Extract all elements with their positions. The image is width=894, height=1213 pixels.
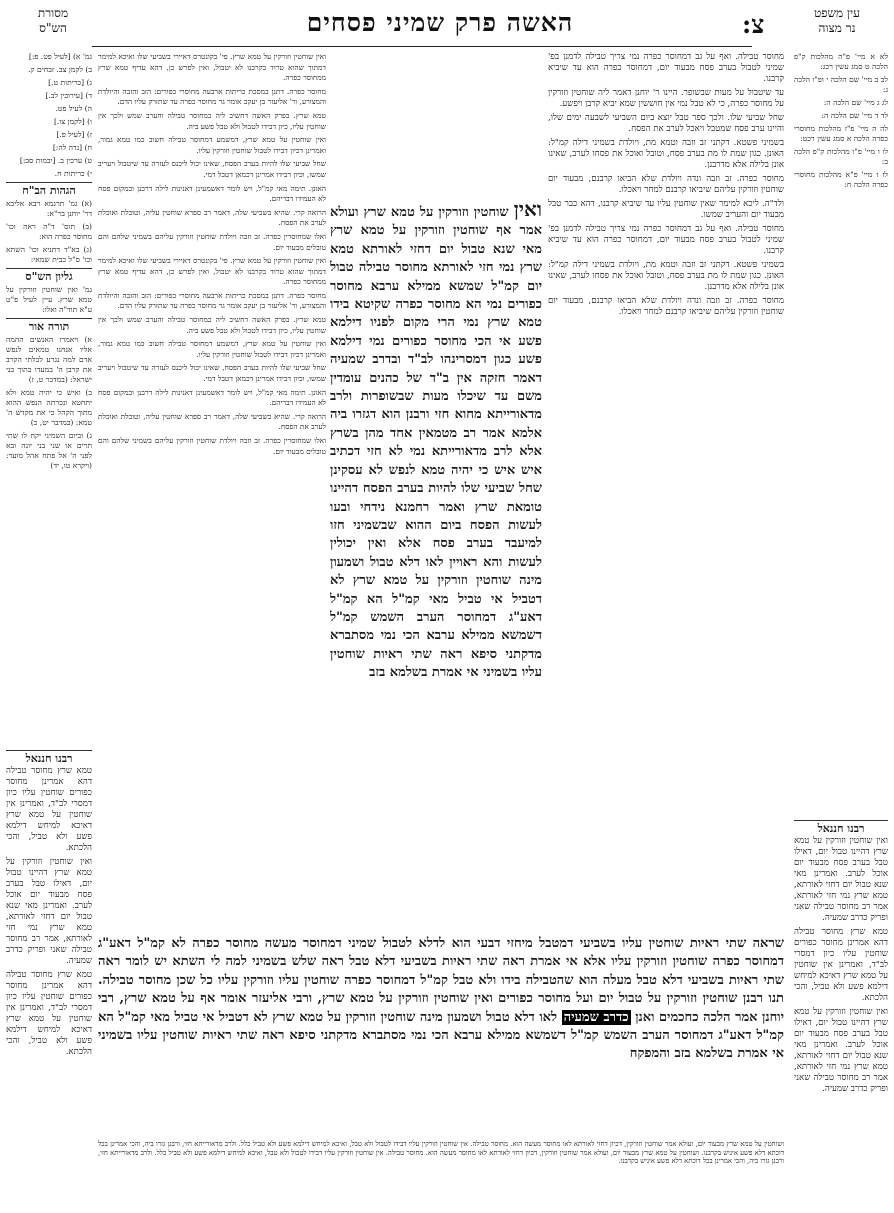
torah-or-entry: ב) ואיש כי יהיה טמא ולא יתחטא ונכרתה הנפש ההוא מתוך הקהל כי את מקדש ה' טמא: (במדבר יט, כ) — [6, 388, 92, 427]
tosafot-entry: מחוסר כפרה. דתנן במסכת כריתות ארבעה מחוסרי כפורים: הזב והזבה והיולדת והמצורע, ור' אליעזר בן יעקב אומר גר מחוסר כפרה עד שתזרק עליו הדם. — [98, 290, 326, 311]
rabbenu-chananel-text: ואין שוחטין וזורקין על טמא שרץ דהיינו טבול יום, דאילו טבל בערב פסח מבעוד יום אוכל לערב. ואמרינן מאי שנא טבול יום דחזי לאורתא, טמא שרץ נמי חזי לאורתא, אמר רב מחוסר טבילה שאני ופריק כדרב שמעיה. — [6, 857, 92, 966]
rashi-entry: מחוסר טבילה. ואף על גב דמחוסר כפרה נמי צריך טבילה לדמנן בפ' שמיני לטבול בערב פסח מבעוד יום, דמחוסר כפרה הוא עד שיביא קרבנו. — [548, 224, 784, 256]
gemara-text: לאו דלא טבול ושמעון מינה שוחטין וזורקין על טמא שרץ לא דטביל אי טביל מאי קמ"ל הא קמ"ל דאע"ג דמחוסר הערב השמש קמ"ל דשמשא ממילא ערבא הכי נמי מסתברא מדקתני סיפא ראה שתי ראיות שוחטין עליו בשמיני אי אמרת בשלמא בזב — [98, 1009, 784, 1062]
tosafot-entry: ואין שוחטין על טמא שרץ, דמשמע דמחוסר טבילה חשוב כמו טמא גמור, ואמרינן דכיון דבידו לטבול שוחטין וזורקין עליו. — [98, 339, 326, 359]
masoret-heading: מסורת הש"ס — [37, 6, 69, 35]
rabbenu-chananel-text: טמא שרץ מחוסר טבילה דהא אמרינן מחוסר כפורים שוחטין עליו כיון דמסרי לב"ד, ואמרינן אין שוחטין על טמא שרץ דאיכא למיחש דילמא פשע ולא טביל, והכי הלכתא. — [6, 766, 92, 853]
masoret-entry: גמ' א) [לעיל פט. פ:] — [28, 52, 92, 61]
page-header — [0, 0, 894, 50]
gilyon-text: גמ' ואין שוחטין וזורקין על טמא שרץ. עיין לעיל פ"ט ע"א תוד"ה ואלו: — [6, 285, 92, 314]
tosafot-entry: ואין שוחטין וזורקין על טמא שרץ. פי' בקונטרס דאיירי בשביעי שלו ואיכא למימר דמתוך שהוא טרוד בקרבנו לא יטבול, ואין לפרש כן, דהא עדיף טמא שרץ ממחוסר כפרה. — [98, 52, 326, 83]
ein-mishpat-entry: לא א מיי' פ"ה מהלכות ק"פ הלכה ט סמג עשין רכג: — [794, 52, 888, 71]
rabbenu-chananel-text: טמא שרץ מחוסר טבילה דהא אמרינן מחוסר כפורים שוחטין עליו כיון דמסרי לב"ד, ואמרינן אין שוחטין על טמא שרץ דאיכא למיחש דילמא פשע ולא טביל, והכי הלכתא. — [6, 970, 92, 1057]
rashi-entry: מחוסר טבילה. ואף על גב דמחוסר כפרה נמי צריך טבילה לדמנן בפ' שמיני לטבול בערב פסח מבעוד יום, דמחוסר כפרה הוא עד שיביא קרבנו. — [548, 52, 784, 84]
tosafot-entry: ואין שוחטין וזורקין על טמא שרץ. פי' בקונטרס דאיירי בשביעי שלו ואיכא למימר דמתוך שהוא טרוד בקרבנו לא יטבול, ואין לפרש כן, דהא עדיף טמא שרץ ממחוסר כפרה. — [98, 256, 326, 287]
header-divider — [92, 46, 752, 47]
rabbenu-chananel-text: ואין שוחטין וזורקין על טמא שרץ דהיינו טבול יום, דאילו טבל בערב פסח מבעוד יום אוכל לערב. ואמרינן מאי שנא טבול יום דחזי לאורתא, טמא שרץ נמי חזי לאורתא, אמר רב מחוסר טבילה שאני ופריק כדרב שמעיה. — [794, 1007, 888, 1094]
gemara-text: לאו דלא טבול ושמעון מינה שוחטין וזורקין על טמא שרץ לא דטביל אי טביל מאי קמ"ל הא קמ"ל דאע"ג דמחוסר הערב השמש קמ"ל דשמשא ממילא ערבא הכי נמי מסתברא מדקתני סיפא ראה שתי ראיות שוחטין עליו בשמיני אי אמרת בשלמא בזב — [330, 554, 542, 681]
tosafot-entry: האונן. תימה מאי קמ"ל, ויש לומר דאשמעינן דאנינות לילה דרבנן ובמקום פסח לא העמידו דבריהם. — [98, 387, 326, 408]
tosafot-entry: האונן. תימה מאי קמ"ל, ויש לומר דאשמעינן דאנינות לילה דרבנן ובמקום פסח לא העמידו דבריהם. — [98, 183, 326, 204]
tosafot-entry: הרואה קרי. שהיא בשביעי שלה, דאמר רב ספרא שוחטין עליה, וטובלת ואוכלת לערב את הפסח. — [98, 207, 326, 228]
masoret-entry: ח) [נדה לה:] — [52, 143, 92, 152]
tosafot-entry: טמא שרץ. בפרק האשה דחשיב ליה כמחוסר טבילה והערב שמש ולכך אין שוחטין עליו, כיון דבידו לטבול ולא טבל פשע ביה. — [98, 315, 326, 335]
ein-mishpat-entry: לה ה מיי' פ"ז מהלכות מחוסרי כפרה הלכה א סמג עשין רכט: — [794, 124, 888, 143]
gemara-text: שוחטין וזורקין על טמא שרץ ועולא אמר אף שוחטין וזורקין על טמא שרץ מאי שנא טבול יום דחזי לאורתא טמא שרץ נמי חזי לאורתא מחוסר טבילה טבול יום קמ"ל שמשא ממילא ערבא מחוסר כפורים נמי הא מחוסר כפרה שקיטא בידו טמא שרץ נמי הרי מקום לפניו דילמא פשע אי הכי מחוסר כפורים נמי דילמא פשע כגון דמסרינהו לב"ד ובדרב שמעיה דאמר חזקה אין ב"ד של כהנים עומדין משם עד שיכלו מעות שבשופרות ולרב מדאורייתא מחוא חזי ורבנן הוא דגזרו ביה אלמא אמר רב מטמאין אחד מהן בשרץ אלא לרב מדאורייתא נמי לא חזי דכתיב איש איש כי יהיה טמא לנפש לא עסקינן שחל שביעי שלו להיות בערב הפסח דהיינו טומאת שרץ ואמר רחמנא נידחי ובעו לעשות הפסח ביום ההוא שבשמיני חזו למיעבד בערב פסח אלא ואין יכולין לעשות והא ראויין — [330, 205, 542, 570]
rashi-column — [548, 52, 784, 862]
rashi-entry: ולד"ה. ליכא למימר שאין שוחטין עליו עד שיביא קרבנו, דהא כבר טבל מבעוד יום והעריב שמשו. — [548, 199, 784, 220]
masoret-entry: ה) לעיל פט. — [55, 104, 92, 113]
rabbenu-chananel-text: ואין שוחטין וזורקין על טמא שרץ דהיינו טבול יום, דאילו טבל בערב פסח מבעוד יום אוכל לערב. ואמרינן מאי שנא טבול יום דחזי לאורתא, טמא שרץ נמי חזי לאורתא, אמר רב מחוסר טבילה שאני ופריק כדרב שמעיה. — [794, 836, 888, 923]
rabbenu-chananel-text: טמא שרץ מחוסר טבילה דהא אמרינן מחוסר כפורים שוחטין עליו כיון דמסרי לב"ד, ואמרינן אין שוחטין על טמא שרץ דאיכא למיחש דילמא פשע ולא טביל, והכי הלכתא. — [794, 927, 888, 1003]
torah-or-title: תורה אור — [6, 318, 92, 332]
rashi-bottom-text: ושוחטין על טמא שרץ מבעוד יום, ועולא אמר שוחטין וזורקין, דכיון דחזי לאורתא לאו מחוסר מעשה הוא. מחוסר טבילה. אין שוחטין וזורקין עליו דבידו לטבול ולא טבל, ואיכא למיחש דילמא פשע ולא טביל כלל. ולרב מדאורייתא חזי, ורבנן גזרו ביה, והכי אמרינן בכל דוכתא דלא פשע איניש בקרבנו. — [98, 1140, 784, 1157]
ein-mishpat-entry: לב ב מיי' שם הלכה י ופ"ו הלכה ג: — [794, 75, 888, 94]
rabbenu-chananel-title: רבנו חננאל — [817, 822, 865, 835]
rabbenu-chananel-right — [794, 820, 888, 1151]
gemara-text: שראה שתי ראיות שוחטין עליו בשביעי דמטבל מיחזי דבעי הוא לדלא לטבול שמיני דמחוסר מעשה מחוסר כפרה לא קמ"ל דאע"ג דמחוסר כפרה שוחטין וזורקין עליו אלא אי אמרת ראה שתי ראיות בשביעי דלא טבל ראה שלש בשמיני למה לי השתא יש לומר ראה שתי ראיות בשביעי דלא טבל מעלה הוא שהטבילה בידו ולא טבל קמ"ל דמחוסר כפרה שוחטין עליו וזורקין עליו כל שכן מחוסר טבילה. תנו רבנן שוחטין וזורקין על טבול יום ועל מחוסר כפורים ואין שוחטין וזורקין על טמא שרץ, ורבי אליעזר אומר אף על טמא שרץ, רבי יוחנן אמר הלכה כחכמים ואנן — [98, 936, 784, 1025]
masoret-entry: ט) ערכין ב. [יבמות סב:] — [19, 156, 92, 165]
daf-number: צ: — [742, 10, 765, 39]
hagahot-entry: (ב) תוס' ד"ה ראה וכו' מחוסר כפרה הוא: — [6, 222, 92, 241]
rashi-entry: מחוסר כפרה. זב וזבה ונדה ויולדת שלא הביאו קרבנם, מבעוד יום שוחטין וזורקין עליהם שיביאו קרבנם למחר ויאכלו. — [548, 174, 784, 195]
rashi-entry: מחוסר כפרה. זב וזבה ונדה ויולדת שלא הביאו קרבנם, מבעוד יום שוחטין וזורקין עליהם שיביאו קרבנם למחר ויאכלו. — [548, 296, 784, 317]
rashi-entry: בשמיני פשטא. דקתני זב וזבה וטמא מת, ויולדת בשמיני דילה קמ"ל: האונן. כגון שמת לו מת בערב פסח, וטובל ואוכל את פסחו לערב, שאינו אונן בלילה אלא מדרבנן. — [548, 138, 784, 170]
hagahot-entry: (ג) בא"ד דתניא וכו' השתא וכו' ס"ל כבית שמאי: — [6, 245, 92, 264]
masoret-entry: ו) [לקמן צו.] — [53, 117, 92, 126]
gilyon-title: גליון הש"ס — [6, 268, 92, 282]
masoret-entry: ב) לקמן צב. זבחים ק. — [28, 65, 92, 74]
ein-mishpat-entry: לד ד מיי' שם הלכה ה: — [821, 111, 888, 120]
rashi-bottom — [98, 1140, 784, 1202]
highlighted-phrase[interactable]: כדרב שמעיה — [563, 1009, 629, 1025]
hagahot-entry: (א) גמ' תרגמא רבא אליבא דר' יוחנן בר"א: — [6, 199, 92, 218]
torah-or-entry: א) ויאמרו האנשים ההמה אליו אנחנו טמאים לנפש אדם למה נגרע לבלתי הקרב את קרבן ה' במעדו בתוך בני ישראל: (במדבר ט, ז) — [6, 335, 92, 384]
rashi-entry: עד שיטבול על מעות שבשופר. היינו ר' יוחנן דאמר ליה שוחטין וזורקין על מחוסר כפרה, כי לא טבל נמי אין חוששין שמא יביא קרבן ויפשע. — [548, 88, 784, 109]
ein-mishpat-entry: לו ו מיי' פ"ו מהלכות ק"פ הלכה ב: — [794, 147, 888, 166]
tosafot-entry: שחל שביעי שלו להיות בערב הפסח, שאינו יכול ליכנס לעזרה עד שיטבול ויעריב שמשו, וכיון דבידו אמרינן דכמאן דטבל דמי. — [98, 363, 326, 384]
ein-mishpat-heading: עין משפט נר מצוה — [814, 6, 860, 35]
tosafot-entry: שחל שביעי שלו להיות בערב הפסח, שאינו יכול ליכנס לעזרה עד שיטבול ויעריב שמשו, וכיון דבידו אמרינן דכמאן דטבל דמי. — [98, 159, 326, 179]
tosafot-column — [98, 52, 326, 1062]
tosafot-entry: טמא שרץ. בפרק האשה דחשיב ליה כמחוסר טבילה והערב שמש ולכך אין שוחטין עליו, כיון דבידו לטבול ולא טבל פשע ביה. — [98, 110, 326, 131]
gemara-end-word: והמפקח — [629, 1046, 670, 1062]
tosafot-entry: ואלו שמחוסרין כפרה. זב וזבה ויולדת שוחטין וזורקין עליהם בשמיני שלהם והם טובלים מבעוד יום. — [98, 436, 326, 456]
rabbenu-chananel-left — [6, 750, 92, 1151]
rashi-entry: שחל שביעי שלו. ולכך ספר טבל יוצא ביום השביעי לשבעה ימים שלו, והיינו ערב פסח שמטבל ויאכל לערב את הפסח. — [548, 113, 784, 134]
masoret-entry: ג) [כריתות ט.] — [48, 78, 92, 87]
rashi-bottom-text: ושוחטין על טמא שרץ מבעוד יום, ועולא אמר שוחטין וזורקין, דכיון דחזי לאורתא לאו מחוסר מעשה הוא. מחוסר טבילה. אין שוחטין וזורקין עליו דבידו לטבול ולא טבל, ואיכא למיחש דילמא פשע ולא טביל כלל. ולרב מדאורייתא חזי, ורבנן גזרו ביה, והכי אמרינן בכל דוכתא דלא פשע איניש בקרבנו. — [98, 1148, 784, 1166]
gemara-wide-text — [98, 935, 784, 1135]
ein-mishpat-entry: לז ז מיי' פ"א מהלכות מחוסרי כפרה הלכה ח: — [794, 170, 888, 189]
torah-or-entry: ג) וביום השמיני יקח לו שתי תרים או שני בני יונה ובא לפני ה' אל פתח אהל מועד: (ויקרא טו, יד) — [6, 431, 92, 470]
tosafot-entry: ואלו שמחוסרין כפרה. זב וזבה ויולדת שוחטין וזורקין עליהם בשמיני שלהם והם טובלים מבעוד יום. — [98, 231, 326, 252]
gemara-lead-word: ואין — [513, 200, 542, 221]
tosafot-entry: מחוסר כפרה. דתנן במסכת כריתות ארבעה מחוסרי כפורים: הזב והזבה והיולדת והמצורע, ור' אליעזר בן יעקב אומר גר מחוסר כפרה עד שתזרק עליו הדם. — [98, 86, 326, 107]
masoret-entry: ד) [עירובין לב.] — [45, 91, 92, 100]
masoret-entry: י) כריתות ח. — [54, 169, 92, 178]
hagahot-title: הגהות הב"ח — [6, 182, 92, 196]
masoret-entry: ז) [לעיל פ.] — [56, 130, 92, 139]
tosafot-entry: ואין שוחטין על טמא שרץ, דמשמע דמחוסר טבילה חשוב כמו טמא גמור, ואמרינן דכיון דבידו לטבול שוחטין וזורקין עליו. — [98, 135, 326, 155]
rashi-entry: בשמיני פשטא. דקתני זב וזבה וטמא מת, ויולדת בשמיני דילה קמ"ל: האונן. כגון שמת לו מת בערב פסח, וטובל ואוכל את פסחו לערב, שאינו אונן בלילה אלא מדרבנן. — [548, 260, 784, 292]
rabbenu-chananel-title: רבנו חננאל — [25, 752, 73, 765]
ein-mishpat-entry: לג ג מיי' שם הלכה ה: — [823, 98, 888, 107]
tosafot-entry: הרואה קרי. שהיא בשביעי שלה, דאמר רב ספרא שוחטין עליה, וטובלת ואוכלת לערב את הפסח. — [98, 411, 326, 432]
page-title: האשה פרק שמיני פסחים — [306, 8, 574, 37]
gemara-main-text — [330, 200, 542, 930]
